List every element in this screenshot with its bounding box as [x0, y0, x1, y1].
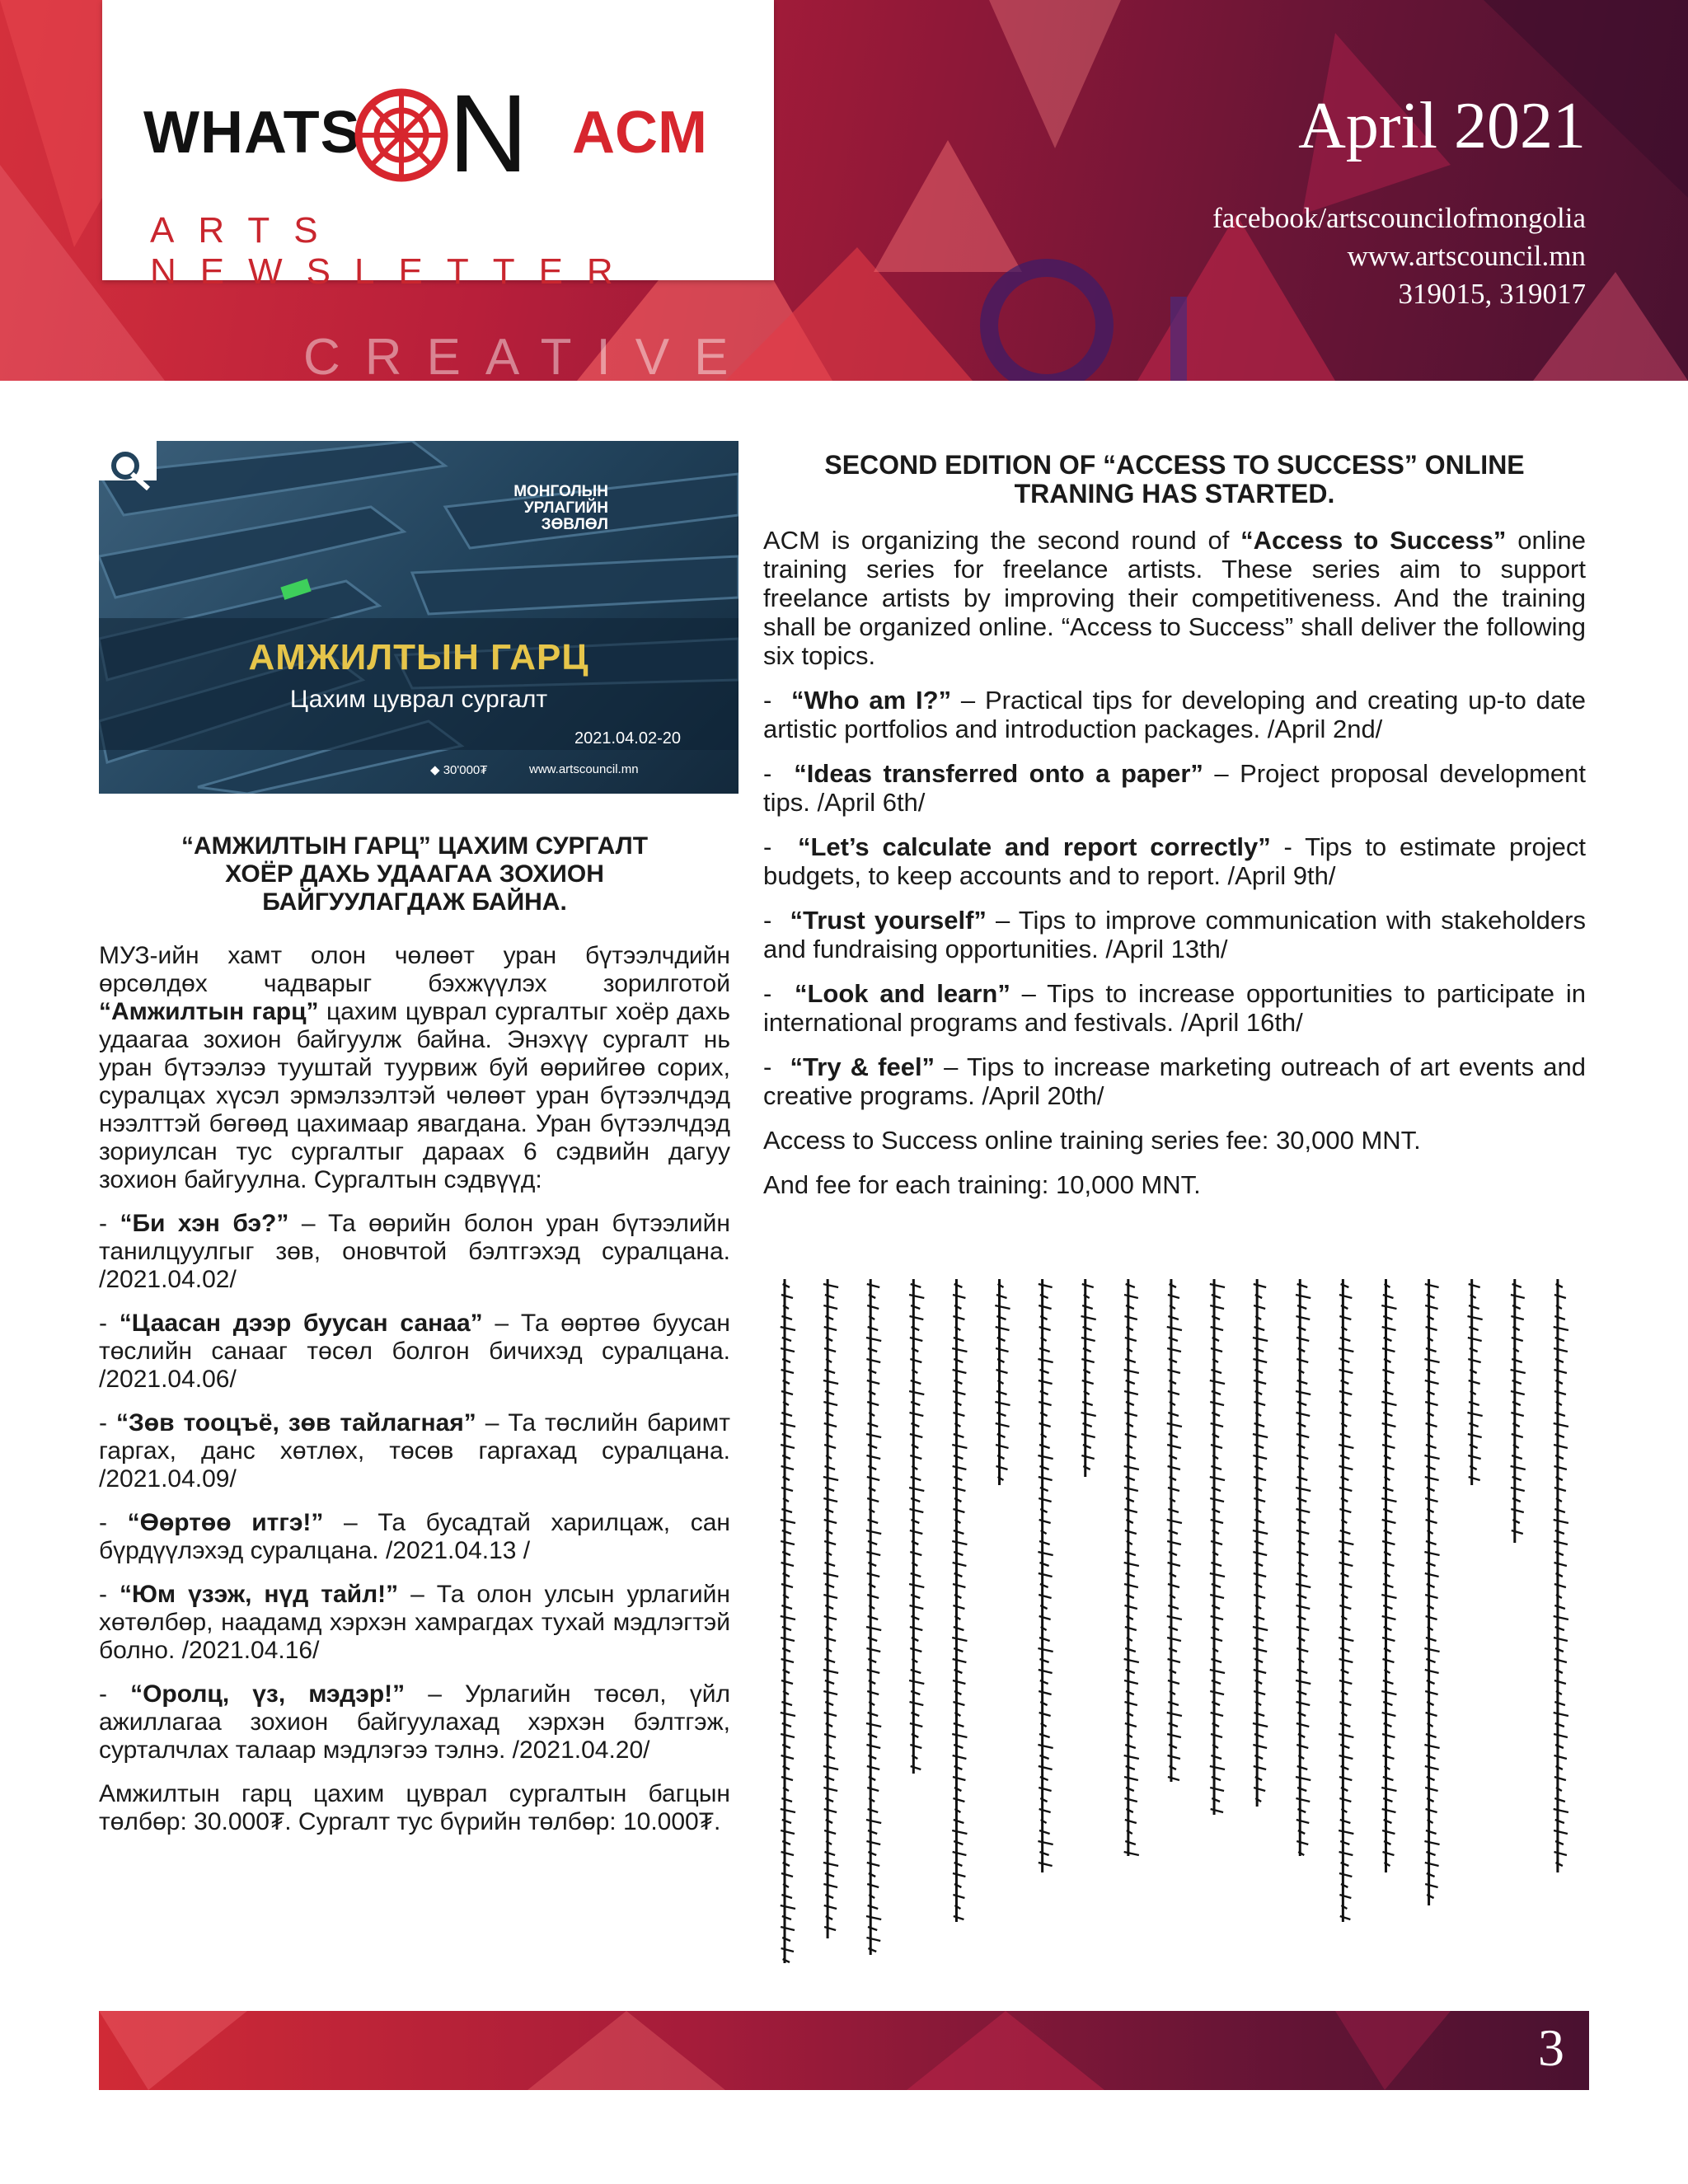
script-column	[781, 1279, 795, 1963]
script-column	[1511, 1279, 1526, 1543]
mongolian-topic: - “Оролц, үз, мэдэр!” – Урлагийн төсөл, үйл ажиллагаа зохион байгуулахад хэрхэн бэлтгэж, сурталчлах талаар мэдлэгээ тэлнэ. /2021.04.20/	[99, 1680, 730, 1764]
script-column	[909, 1279, 924, 1774]
english-article-heading: SECOND EDITION OF “ACCESS TO SUCCESS” ONLINE TRANING HAS STARTED.	[824, 450, 1525, 509]
phone-numbers: 319015, 319017	[1398, 278, 1586, 310]
english-topic: - “Look and learn” – Tips to increase opportunities to participate in international programs and festivals. /April 16th/	[763, 979, 1586, 1037]
script-column	[866, 1279, 881, 1955]
logo-subtitle: ARTS NEWSLETTER	[150, 210, 637, 292]
english-topic: - “Let’s calculate and report correctly” - Tips to estimate project budgets, to keep accounts and to report. /April 9th/	[763, 832, 1586, 890]
logo-n-text: N	[448, 73, 528, 195]
promo-title: АМЖИЛТЫН ГАРЦ	[248, 637, 589, 677]
english-topic: - “Who am I?” – Practical tips for developing and creating up-to date artistic portfolios and introduction packages. /April 2nd/	[763, 686, 1586, 743]
promo-website: www.artscouncil.mn	[529, 762, 639, 776]
script-column	[1038, 1279, 1053, 1872]
english-topic: - “Ideas transferred onto a paper” – Project proposal development tips. /April 6th/	[763, 759, 1586, 817]
promo-image	[99, 441, 738, 794]
english-intro: ACM is organizing the second round of “Access to Success” online training series for freelance artists. These series aim to support freelance artists by improving their competitiveness. And the training shall be organized online. “Access to Success” shall deliver the following six topics.	[763, 526, 1586, 670]
script-column	[1210, 1279, 1225, 1815]
issue-date: April 2021	[1298, 90, 1586, 162]
mongolian-article-heading: “АМЖИЛТЫН ГАРЦ” ЦАХИМ СУРГАЛТ ХОЁР ДАХЬ УДААГАА ЗОХИОН БАЙГУУЛАГДАЖ БАЙНА.	[181, 832, 649, 916]
script-column	[1124, 1279, 1139, 1856]
promo-subtitle: Цахим цуврал сургалт	[289, 686, 548, 713]
mongolian-topic: - “Юм үзэж, нүд тайл!” – Та олон улсын урлагийн хөтөлбөр, наадамд хэрхэн хамрагдах тухай мэдлэгтэй болно. /2021.04.16/	[99, 1581, 730, 1664]
logo-acm-text: ACM	[572, 100, 707, 166]
mongolian-topic: - “Өөртөө итгэ!” – Та бусадтай харилцаж, сан бүрдүүлэхэд суралцана. /2021.04.13 /	[99, 1509, 730, 1564]
script-column	[1253, 1279, 1268, 1807]
english-topic: - “Try & feel” – Tips to increase marketing outreach of art events and creative programs. /April 20th/	[763, 1052, 1586, 1110]
script-column	[952, 1279, 967, 1922]
promo-org-name: МОНГОЛЫН УРЛАГИЙН ЗӨВЛӨЛ	[513, 483, 608, 533]
mongolian-topic: - “Цаасан дээр буусан санаа” – Та өөртөө буусан төслийн санааг төсөл болгон бичихэд суралцана. /2021.04.06/	[99, 1310, 730, 1393]
newsletter-logo	[102, 0, 774, 292]
script-column	[1554, 1279, 1568, 1872]
logo-whats-text: WHATS	[143, 100, 361, 166]
website-link[interactable]: www.artscouncil.mn	[1347, 240, 1586, 272]
english-topic: - “Trust yourself” – Tips to improve communication with stakeholders and fundraising opportunities. /April 13th/	[763, 906, 1586, 963]
traditional-mongolian-script-block	[773, 1276, 1589, 1976]
english-each-fee: And fee for each training: 10,000 MNT.	[763, 1170, 1201, 1199]
arts-council-logo-icon	[99, 441, 157, 490]
logo-wheel-icon	[353, 87, 450, 184]
promo-fee: ◆ 30'000₮	[430, 763, 488, 777]
script-column	[1339, 1279, 1353, 1922]
script-column	[1081, 1279, 1096, 1477]
newsletter-header	[0, 0, 1688, 381]
script-column	[823, 1279, 838, 1938]
mongolian-topic: - “Би хэн бэ?” – Та өөрийн болон уран бүтээлийн танилцуулгыг зөв, оновчтой бэлтгэхэд суралцана. /2021.04.02/	[99, 1210, 730, 1293]
script-column	[995, 1279, 1010, 1485]
script-column	[1424, 1279, 1439, 1905]
page-number: 3	[1538, 2018, 1564, 2077]
script-column	[1467, 1279, 1482, 1485]
tag-icon: ◆	[430, 763, 443, 777]
header-background-word: CREATIVE	[303, 329, 753, 381]
contact-block	[1212, 199, 1586, 313]
english-article-body	[763, 526, 1586, 1215]
vertical-script-image	[773, 1276, 1589, 1976]
script-column	[1296, 1279, 1311, 1856]
script-column	[1167, 1279, 1182, 1782]
mongolian-article-body	[99, 942, 730, 1852]
footer-background-shapes	[99, 2011, 1589, 2090]
promo-dates: 2021.04.02-20	[574, 729, 681, 748]
mongolian-fee: Амжилтын гарц цахим цуврал сургалтын багцын төлбөр: 30.000₮. Сургалт тус бүрийн төлбөр: 10.000₮.	[99, 1780, 730, 1835]
mongolian-topic: - “Зөв тооцъё, зөв тайлагная” – Та төслийн баримт гаргах, данс хөтлөх, төсөв гаргахад суралцана. /2021.04.09/	[99, 1409, 730, 1493]
script-column	[1381, 1279, 1396, 1872]
mongolian-intro: МУЗ-ийн хамт олон чөлөөт уран бүтээлчдийн өрсөлдөх чадварыг бэхжүүлэх зорилготой “Амжилтын гарц” цахим цуврал сургалтыг хоёр дахь удаагаа зохион байгуулж байна. Энэхүү сургалт нь уран бүтээлээ тууштай туурвиж буй өөрийгөө сорих, суралцах хүсэл эрмэлзэлтэй чөлөөт уран бүтээлчдэд нээлттэй бөгөөд цахимаар явагдана. Уран бүтээлчдэд зориулсан тус сургалтыг дараах 6 сэдвийн дагуу зохион байгуулна. Сургалтын сэдвүүд:	[99, 942, 730, 1193]
facebook-link[interactable]: facebook/artscouncilofmongolia	[1212, 202, 1586, 234]
english-series-fee: Access to Success online training series fee: 30,000 MNT.	[763, 1126, 1421, 1155]
newsletter-footer	[99, 2011, 1589, 2090]
